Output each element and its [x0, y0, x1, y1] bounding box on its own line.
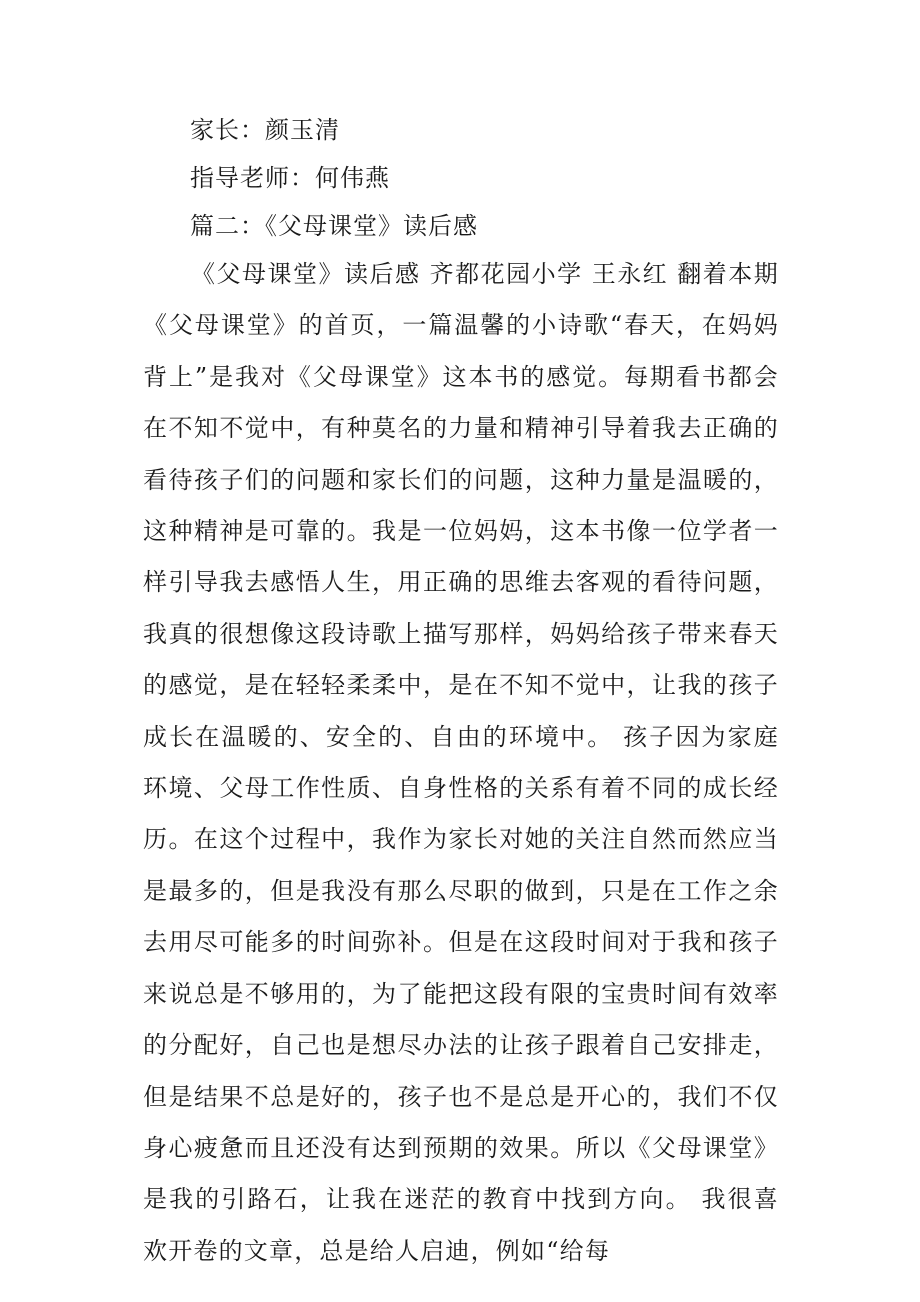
section-heading: 篇二：《父母课堂》读后感 [190, 212, 478, 240]
teacher-name-line: 指导老师：何伟燕 [190, 164, 390, 192]
body-paragraph: 《父母课堂》读后感 齐都花园小学 王永红 翻着本期《父母课堂》的首页，一篇温馨的小诗歌“春天，在妈妈背上”是我对《父母课堂》这本书的感觉。每期看书都会在不知不觉中，有种莫名的力量和精神引导着我去正确的看待孩子们的问题和家长们的问题，这种力量是温暖的，这种精神是可靠的。我是一位妈妈，这本书像一位学者一样引导我去感悟人生，用正确的思维去客观的看待问题，我真的很想像这段诗歌上描写那样，妈妈给孩子带来春天的感觉，是在轻轻柔柔中，是在不知不觉中，让我的孩子成长在温暖的、安全的、自由的环境中。 孩子因为家庭环境、父母工作性质、自身性格的关系有着不同的成长经历。在这个过程中，我作为家长对她的关注自然而然应当是最多的，但是我没有那么尽职的做到，只是在工作之余去用尽可能多的时间弥补。但是在这段时间对于我和孩子来说总是不够用的，为了能把这段有限的宝贵时间有效率的分配好，自己也是想尽办法的让孩子跟着自己安排走，但是结果不总是好的，孩子也不是总是开心的，我们不仅身心疲惫而且还没有达到预期的效果。所以《父母课堂》是我的引路石，让我在迷茫的教育中找到方向。 我很喜欢开卷的文章，总是给人启迪，例如“给每 [143, 260, 779, 1265]
parent-name-line: 家长：颜玉清 [190, 116, 340, 144]
